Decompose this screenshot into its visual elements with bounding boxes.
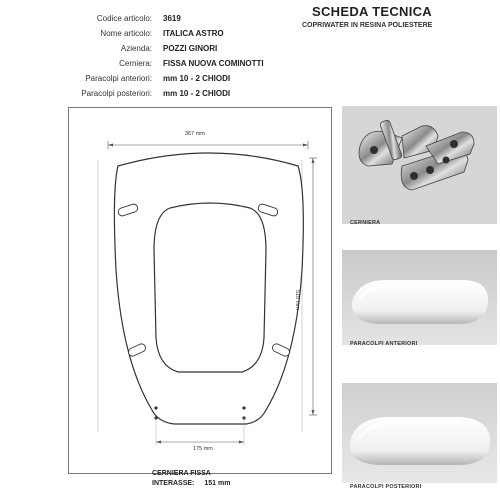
hinge-photo: [342, 106, 497, 224]
spec-value: 3619: [163, 14, 181, 23]
seat-drawing: [70, 110, 330, 470]
height-dimension: [309, 158, 317, 415]
spec-label: Codice articolo:: [96, 14, 152, 23]
width-dimension-label: 367 mm: [185, 131, 205, 137]
hinge-hole: [242, 406, 245, 409]
page-title: SCHEDA TECNICA: [312, 4, 433, 19]
spec-label: Nome articolo:: [100, 29, 152, 38]
rear-bumper-photo: [342, 383, 497, 483]
spec-value: mm 10 - 2 CHIODI: [163, 89, 231, 98]
hinge-dimension-label: 175 mm: [193, 446, 213, 452]
hinge-type-label: CERNIERA FISSA: [152, 470, 211, 477]
hinge-spacing: [152, 480, 230, 487]
front-bumper-photo: [342, 250, 497, 345]
spec-label: Cerniera:: [119, 59, 152, 68]
hinge-spacing-label: INTERASSE:: [152, 480, 195, 487]
spec-value: FISSA NUOVA COMINOTTI: [163, 59, 264, 68]
hinge-photo-caption: CERNIERA: [350, 220, 381, 226]
spec-label: Azienda:: [120, 44, 152, 53]
front-bumper-caption: PARACOLPI ANTERIORI: [350, 341, 418, 347]
spec-value: POZZI GINORI: [163, 44, 218, 53]
width-dimension: [108, 141, 308, 149]
spec-value: ITALICA ASTRO: [163, 29, 224, 38]
rear-bumper-caption: PARACOLPI POSTERIORI: [350, 484, 422, 490]
spec-value: mm 10 - 2 CHIODI: [163, 74, 231, 83]
page-subtitle: COPRIWATER IN RESINA POLIESTERE: [302, 22, 433, 29]
bumper-photo-icon: [342, 250, 497, 345]
seat-opening: [154, 203, 266, 372]
bumper-photo-icon: [342, 383, 497, 483]
hinge-hole: [154, 406, 157, 409]
height-dimension-label: 510 mm: [294, 290, 300, 310]
spec-label: Paracolpi posteriori:: [81, 89, 152, 98]
spec-label: Paracolpi anteriori:: [85, 74, 152, 83]
hinge-photo-icon: [342, 106, 497, 224]
hinge-spacing-value: 151 mm: [204, 480, 231, 487]
